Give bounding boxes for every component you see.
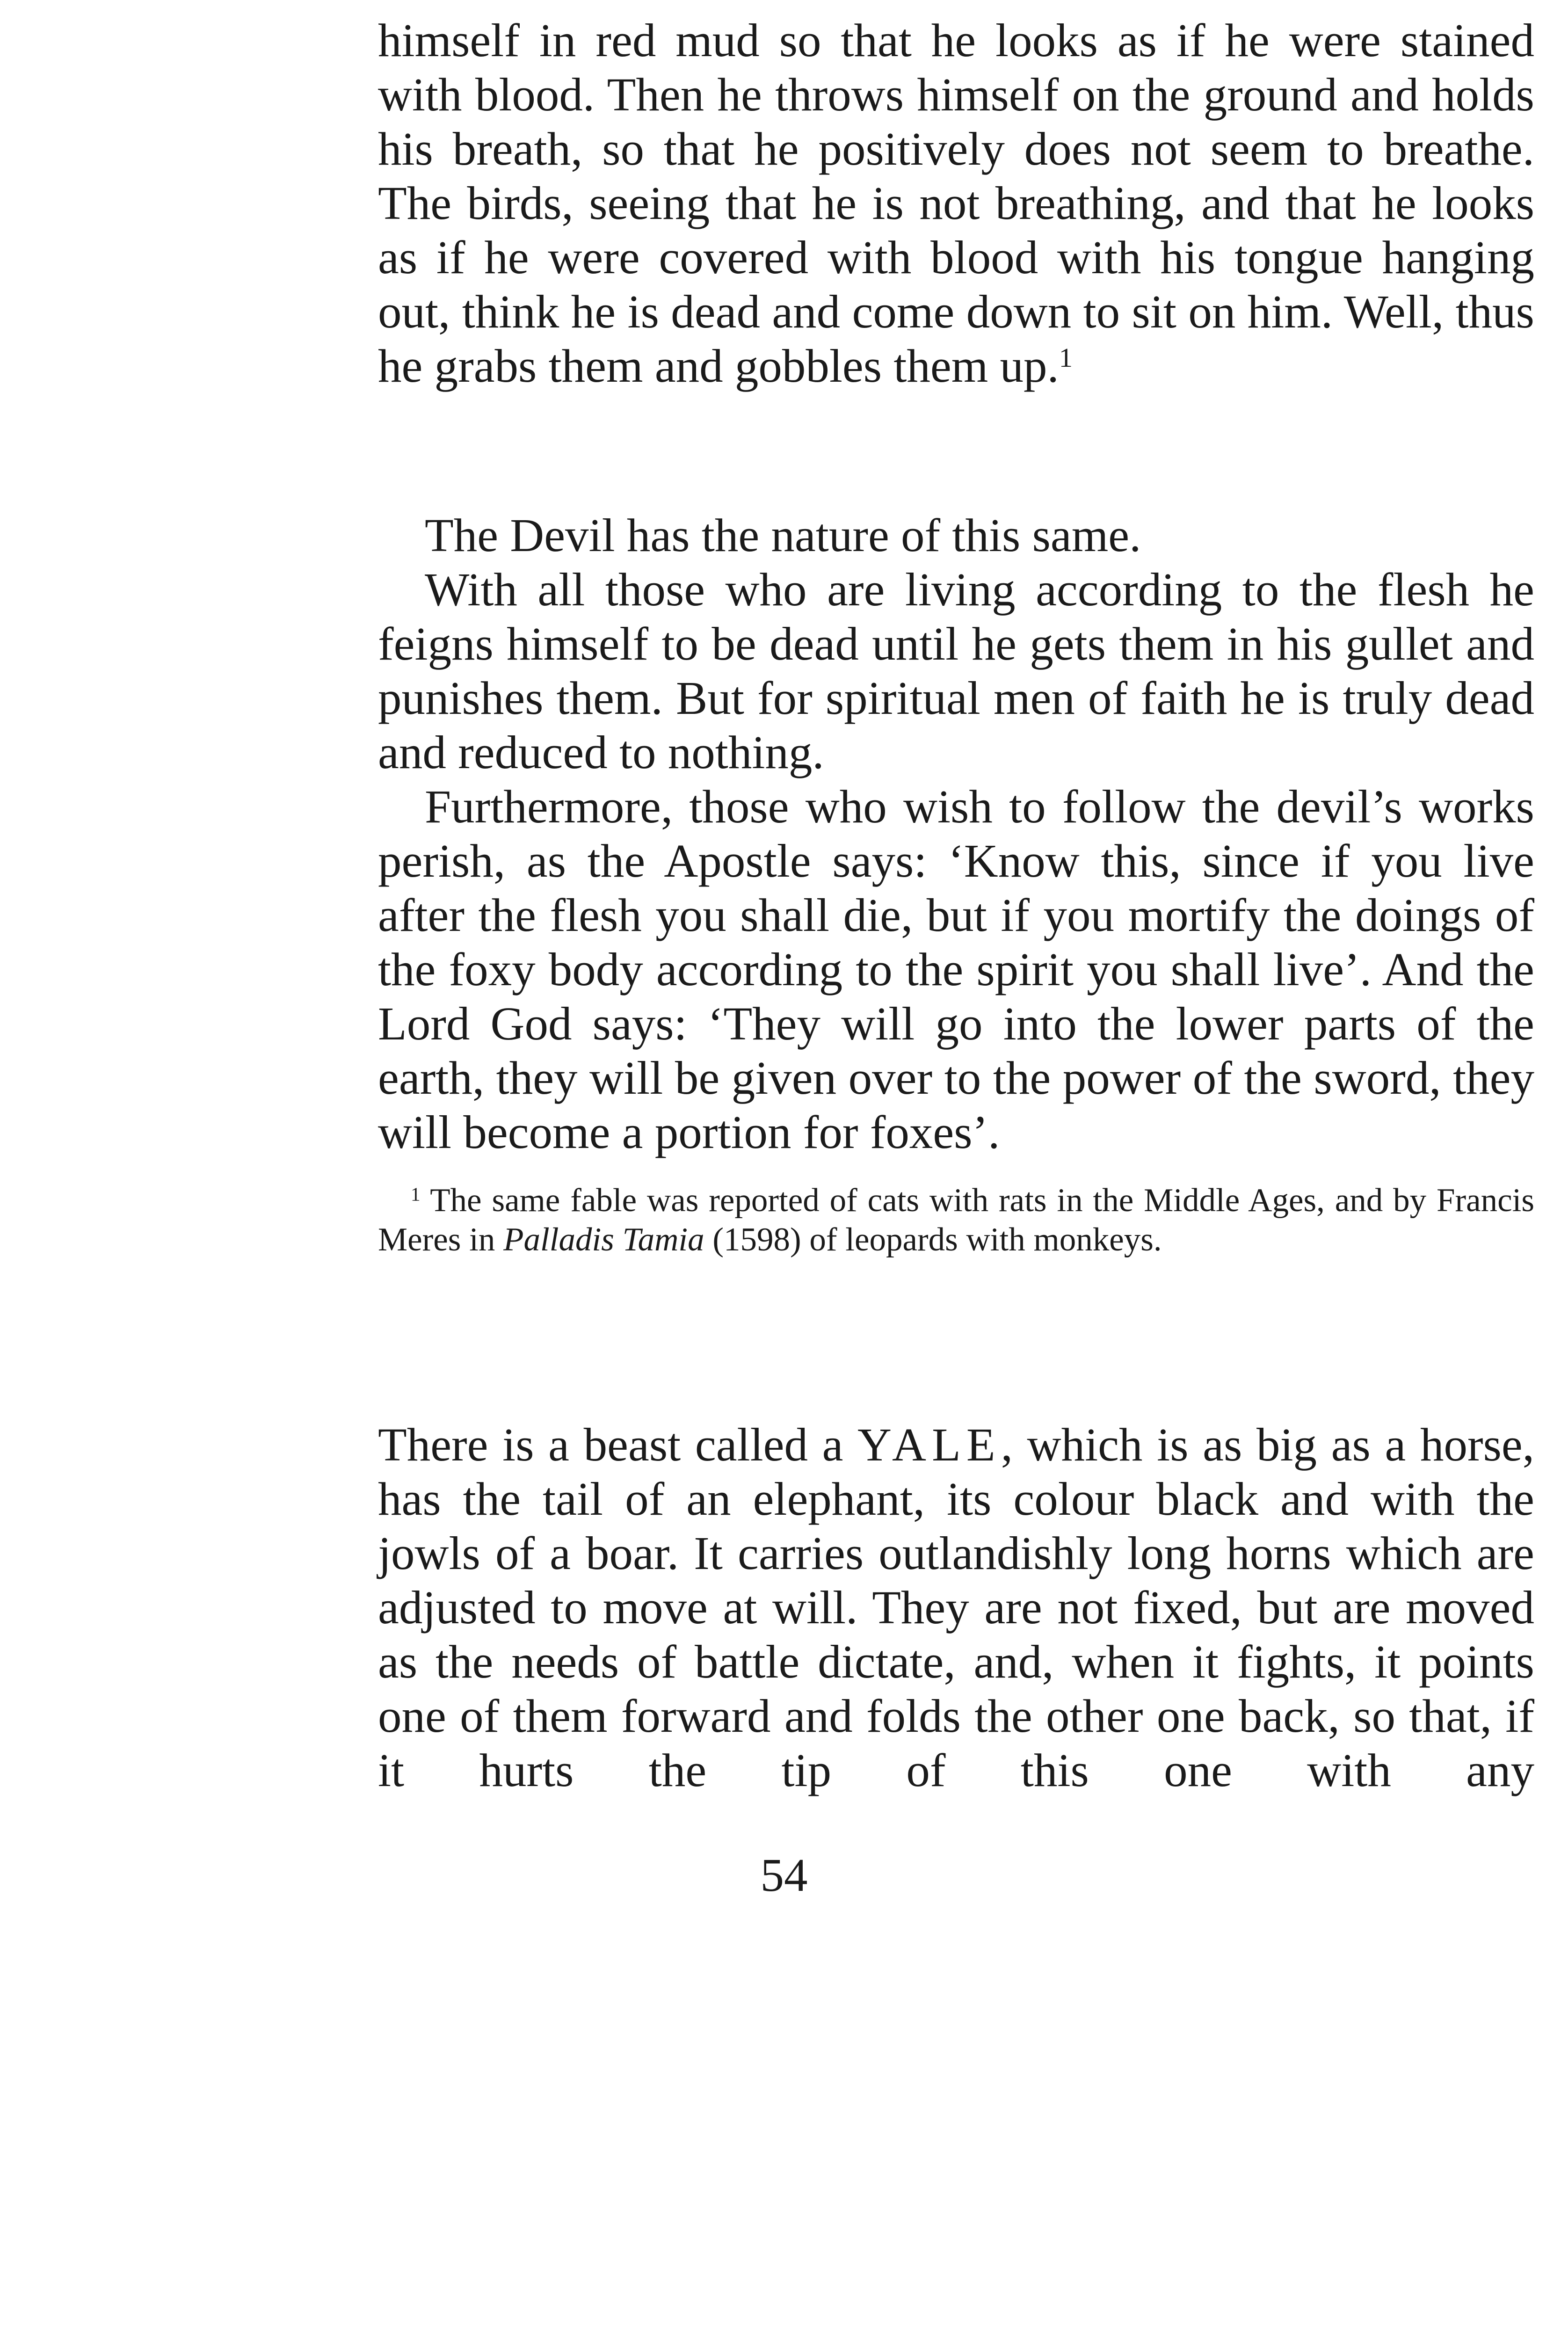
footnote-marker: 1	[411, 1183, 421, 1205]
continuation-paragraph-text: himself in red mud so that he looks as if he were stained with blood. Then he throws himself on the ground and holds his breath, so that he positively does not seem to breathe. The birds, seeing that he is not breathing, and that he looks as if he were covered with blood with his tongue hanging out, think he is dead and come down to sit on him. Well, thus he grabs them and gobbles them up.	[378, 14, 1534, 392]
devil-section	[378, 508, 1534, 1159]
footnote	[378, 1181, 1534, 1259]
continuation-paragraph	[378, 13, 1534, 393]
footnote-text-before: The same fable was reported of cats with rats in the Middle Ages, and by Francis Meres in	[378, 1182, 1534, 1258]
footnote-reference: 1	[1059, 342, 1073, 373]
footnote-book-title: Palladis Tamia	[503, 1221, 704, 1258]
footnote-text	[378, 1181, 1534, 1259]
continuation-paragraph-block	[378, 13, 1534, 393]
yale-text-before: There is a beast called a	[378, 1418, 858, 1471]
devil-paragraph-3: Furthermore, those who wish to follow the devil’s works perish, as the Apostle says: ‘Know this, since if you live after the flesh you shall die, but if you mortify the doings of the foxy body according to the spirit you shall live’. And the Lord God says: ‘They will go into the lower parts of the earth, they will be given over to the power of the sword, they will become a portion for foxes’.	[378, 780, 1534, 1158]
devil-paragraph-2: With all those who are living according to the flesh he feigns himself to be dead until he gets them in his gullet and punishes them. But for spiritual men of faith he is truly dead and reduced to nothing.	[378, 563, 1534, 778]
yale-section	[378, 1417, 1534, 1797]
yale-text-after: , which is as big as a horse, has the tail of an elephant, its colour black and with the jowls of a boar. It carries outlandishly long horns which are adjusted to move at will. They are not fixed, but are moved as the needs of battle dictate, and, when it fights, it points one of them forward and folds the other one back, so that, if it hurts the tip of this one with any	[378, 1418, 1535, 1796]
yale-paragraph	[378, 1417, 1534, 1797]
page-number: 54	[760, 1849, 808, 1901]
footnote-text-after: (1598) of leopards with monkeys.	[704, 1221, 1162, 1258]
yale-beast-name: YALE	[857, 1418, 1001, 1471]
devil-paragraph-1: The Devil has the nature of this same.	[425, 509, 1141, 561]
